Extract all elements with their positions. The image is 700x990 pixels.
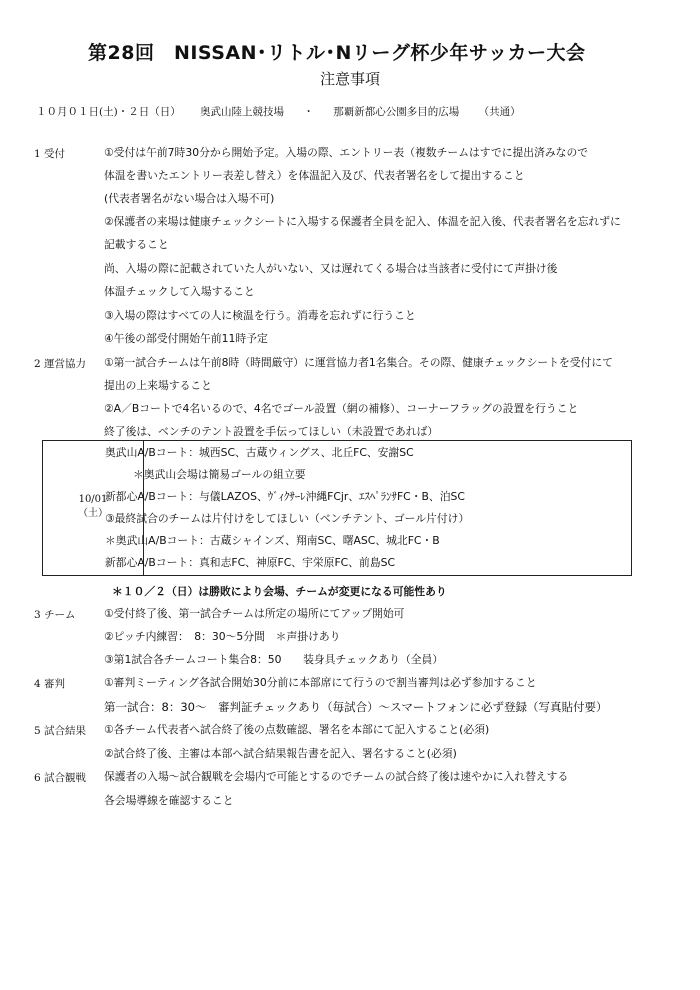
section-label-team: 3 チーム <box>34 609 76 621</box>
section-line: ①受付終了後、第一試合チームは所定の場所にてアップ開始可 <box>104 607 405 620</box>
box-line: 奥武山A/Bコート：城西SC、古蔵ウィングス、北丘FC、安謝SC <box>105 446 414 459</box>
event-dates-line <box>36 104 535 119</box>
section-line: 体温を書いたエントリー表差し替え）を体温記入及び、代表者署名をして提出すること <box>104 169 525 182</box>
box-line: ③最終試合のチームは片付けをしてほしい（ベンチテント、ゴール片付け） <box>105 512 470 525</box>
section-line: ③第1試合各チームコート集合8：50 装身具チェックあり（全員） <box>104 653 444 666</box>
section-line: 第一試合：8：30～ 審判証チェックあり（毎試合）～スマートフォンに必ず登録（写真貼付要） <box>104 700 608 714</box>
box-line: 新都心A/Bコート：与儀LAZOS、ｳﾞｨｸｻｰﾚ沖縄FCjr、ｴｽﾍﾟﾗﾝｻFC・B、泊SC <box>105 490 465 503</box>
section-line: ②ピッチ内練習： 8：30～5分間 ＊声掛けあり <box>104 630 341 643</box>
section-line: 各会場導線を確認すること <box>104 794 234 807</box>
section-line: 保護者の入場～試合観戦を会場内で可能とするのでチームの試合終了後は速やかに入れ替えする <box>104 770 569 783</box>
section-line: 終了後は、ベンチのテント設置を手伝ってほしい（未設置であれば） <box>104 425 439 438</box>
section-line: 記載すること <box>104 238 169 251</box>
section-label-operations: 2 運営協力 <box>34 358 87 370</box>
box-date-day: 10/01 <box>78 494 108 505</box>
box-line: 新都心A/Bコート：真和志FC、神原FC、宇栄原FC、前島SC <box>105 556 396 569</box>
section-line: ④午後の部受付開始午前11時予定 <box>104 332 268 345</box>
section-line: 体温チェックして入場すること <box>104 285 255 298</box>
venue-separator: ・ <box>303 106 314 118</box>
section-label-results: 5 試合結果 <box>34 725 87 737</box>
section-line: ①各チーム代表者へ試合終了後の点数確認、署名を本部にて記入すること(必須) <box>104 723 490 736</box>
section-line: ③入場の際はすべての人に検温を行う。消毒を忘れずに行うこと <box>104 309 416 322</box>
event-date: １０月０１日(土)・２日（日） <box>36 106 181 118</box>
venue-2: 那覇新都心公園多目的広場 <box>333 106 460 118</box>
section-line: ②A／Bコートで4名いるので、4名でゴール設置（網の補修）、コーナーフラッグの設置を行うこと <box>104 402 579 415</box>
document-title: 第28回 NISSAN･リトル･Nリーグ杯少年サッカー大会 <box>88 42 586 64</box>
section-label-referee: 4 審判 <box>34 678 66 690</box>
section-line: ①第一試合チームは午前8時（時間厳守）に運営協力者1名集合。その際、健康チェックシートを受付にて <box>104 356 613 369</box>
box-date-weekday: （土） <box>78 508 108 519</box>
venue-change-note: ＊１０／２（日）は勝敗により会場、チームが変更になる可能性あり <box>112 585 447 598</box>
box-line: ＊奥武山会場は簡易ゴールの組立要 <box>133 468 306 481</box>
box-line: ＊奥武山A/Bコート：古蔵シャインズ、翔南SC、曙ASC、城北FC・B <box>105 534 440 547</box>
venue-common: （共通） <box>478 106 521 118</box>
section-line: ②試合終了後、主審は本部へ試合結果報告書を記入、署名すること(必須) <box>104 747 457 760</box>
section-line: 尚、入場の際に記載されていた人がいない、又は遅れてくる場合は当該者に受付にて声掛け後 <box>104 262 558 275</box>
section-line: ①受付は午前7時30分から開始予定。入場の際、エントリー表（複数チームはすでに提出済みなので <box>104 146 589 159</box>
schedule-box <box>42 440 632 576</box>
section-label-spectating: 6 試合観戦 <box>34 772 87 784</box>
section-line: ①審判ミーティング各試合開始30分前に本部席にて行うので割当審判は必ず参加すること <box>104 676 537 689</box>
document-subtitle: 注意事項 <box>319 70 380 88</box>
section-line: ②保護者の来場は健康チェックシートに入場する保護者全員を記入、体温を記入後、代表者署名を忘れずに <box>104 215 621 228</box>
venue-1: 奥武山陸上競技場 <box>200 106 285 118</box>
section-line: (代表者署名がない場合は入場不可) <box>104 192 275 205</box>
section-label-reception: 1 受付 <box>34 148 66 160</box>
section-line: 提出の上来場すること <box>104 379 212 392</box>
